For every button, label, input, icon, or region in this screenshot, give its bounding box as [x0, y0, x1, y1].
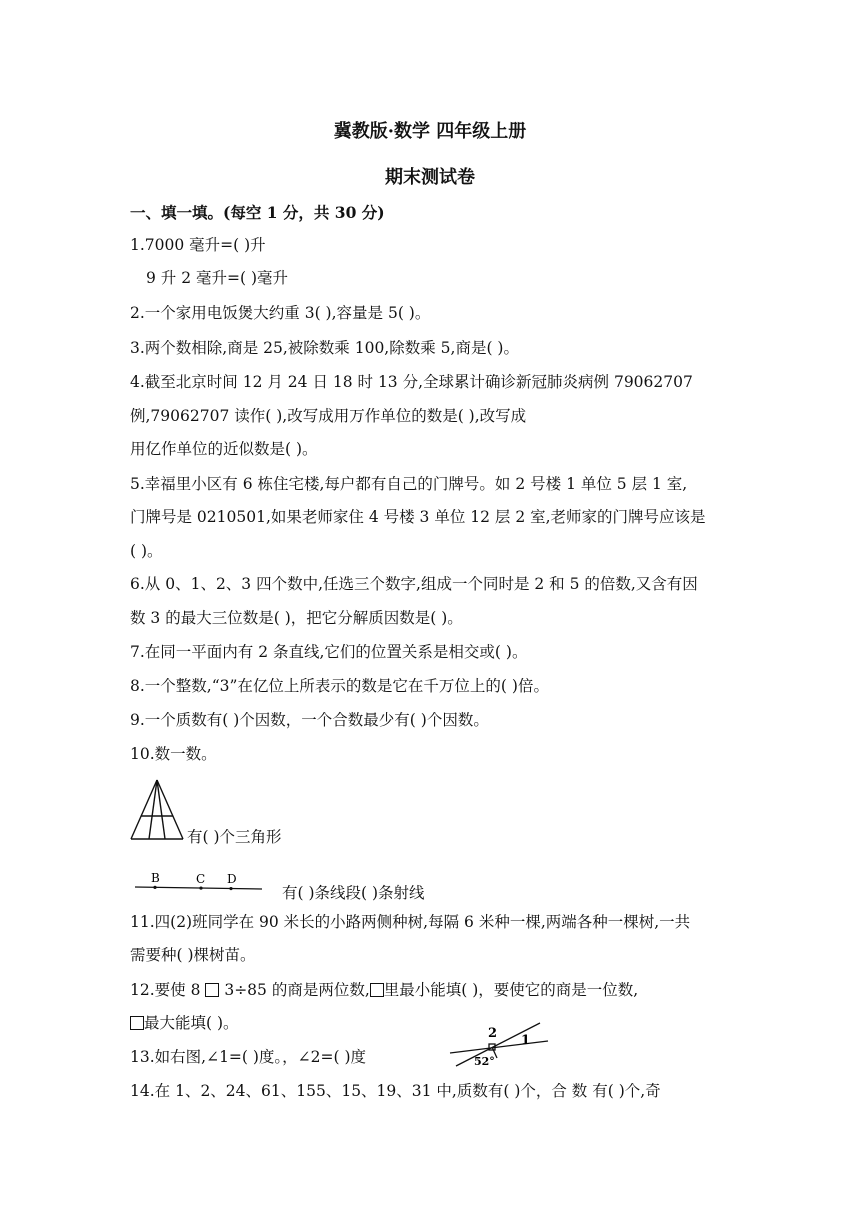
question-5-line-3: ( )。 [130, 542, 163, 560]
segment-figure [130, 868, 266, 896]
angle-label-2: 2 [488, 1026, 498, 1041]
question-4-line-2: 例,79062707 读作( ),改写成用万作单位的数是( ),改写成 [130, 407, 527, 425]
question-11-line-1: 11.四(2)班同学在 90 米长的小路两侧种树,每隔 6 米种一棵,两端各种一棵树,一共 [130, 913, 691, 931]
question-11-line-2: 需要种( )棵树苗。 [130, 946, 256, 964]
question-1-line-1: 1.7000 毫升=( )升 [130, 236, 266, 254]
question-1-line-2: 9 升 2 毫升=( )毫升 [146, 269, 289, 287]
question-10-segment-count: 有( )条线段( )条射线 [282, 884, 425, 902]
question-14: 14.在 1、2、24、61、155、15、19、31 中,质数有( )个，合 数 有( )个,奇 [130, 1082, 661, 1100]
question-10: 10.数一数。 [130, 745, 217, 763]
question-7: 7.在同一平面内有 2 条直线,它们的位置关系是相交或( )。 [130, 643, 528, 661]
angle-label-1: 1 [521, 1033, 531, 1048]
page-subtitle: 期末测试卷 [385, 167, 475, 188]
blank-square-icon [130, 1016, 144, 1030]
question-3: 3.两个数相除,商是 25,被除数乘 100,除数乘 5,商是( )。 [130, 339, 519, 357]
question-6-line-2: 数 3 的最大三位数是( )，把它分解质因数是( )。 [130, 609, 463, 627]
question-12-suffix: 里最小能填( )，要使它的商是一位数, [383, 981, 639, 999]
question-6-line-1: 6.从 0、1、2、3 四个数中,任选三个数字,组成一个同时是 2 和 5 的倍数,又含有因 [130, 575, 698, 593]
question-12-prefix: 12.要使 8 [130, 981, 201, 999]
question-4-line-3: 用亿作单位的近似数是( )。 [130, 440, 318, 458]
question-5-line-1: 5.幸福里小区有 6 栋住宅楼,每户都有自己的门牌号。如 2 号楼 1 单位 5 层 1 室, [130, 475, 688, 493]
angle-figure [448, 1020, 552, 1068]
blank-square-icon [370, 983, 384, 997]
question-9: 9.一个质数有( )个因数，一个合数最少有( )个因数。 [130, 711, 489, 729]
point-label-b: B [151, 871, 160, 885]
question-2: 2.一个家用电饭煲大约重 3( ),容量是 5( )。 [130, 304, 431, 322]
point-label-c: C [196, 872, 206, 886]
question-12-line-1 [130, 980, 638, 1000]
triangle-figure [128, 777, 186, 843]
question-12-middle: 3÷85 的商是两位数, [224, 981, 370, 999]
question-13: 13.如右图,∠1=( )度。，∠2=( )度 [130, 1048, 367, 1066]
question-8: 8.一个整数,“3”在亿位上所表示的数是它在千万位上的( )倍。 [130, 677, 549, 695]
question-5-line-2: 门牌号是 0210501,如果老师家住 4 号楼 3 单位 12 层 2 室,老师家的门牌号应该是 [130, 508, 706, 526]
angle-label-52: 52° [474, 1055, 495, 1068]
question-12-line-2 [130, 1013, 239, 1033]
question-4-line-1: 4.截至北京时间 12 月 24 日 18 时 13 分,全球累计确诊新冠肺炎病例 79062707 [130, 373, 693, 391]
page-title: 冀教版·数学 四年级上册 [333, 121, 527, 142]
question-10-triangle-count: 有( )个三角形 [187, 828, 282, 846]
question-12-max: 最大能填( )。 [144, 1014, 239, 1032]
point-label-d: D [227, 872, 237, 886]
blank-square-icon [205, 983, 219, 997]
section-heading: 一、填一填。(每空 1 分，共 30 分) [130, 203, 385, 222]
